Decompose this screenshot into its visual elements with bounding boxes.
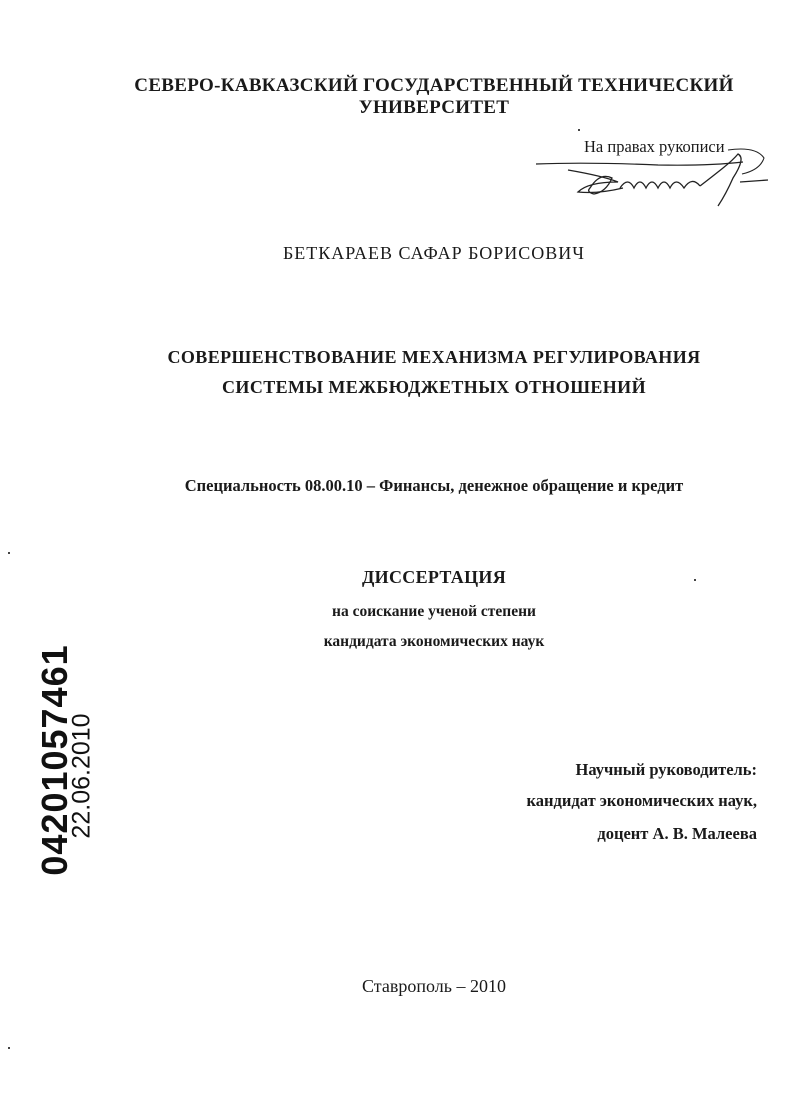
handwritten-signature: [528, 148, 778, 208]
city-year: Ставрополь – 2010: [362, 976, 506, 996]
manuscript-note: На правах рукописи: [584, 137, 725, 156]
advisor-name: доцент А. В. Малеева: [597, 824, 757, 843]
advisor-heading: Научный руководитель:: [575, 760, 757, 779]
library-stamp-number: 04201057461: [34, 644, 75, 876]
document-type: ДИССЕРТАЦИЯ: [361, 567, 506, 587]
scan-speck: [8, 552, 10, 554]
library-stamp-date: 22.06.2010: [67, 713, 96, 839]
scan-speck: [694, 579, 696, 581]
advisor-degree: кандидат экономических наук,: [526, 791, 757, 810]
specialty: Специальность 08.00.10 – Финансы, денежное обращение и кредит: [184, 476, 684, 495]
scan-speck: [8, 1047, 10, 1049]
author-name: БЕТКАРАЕВ САФАР БОРИСОВИЧ: [282, 243, 586, 263]
degree-line-2: кандидата экономических наук: [323, 633, 545, 650]
scan-speck: [578, 129, 580, 131]
degree-line-1: на соискание ученой степени: [332, 603, 536, 620]
dissertation-title-line-2: СИСТЕМЫ МЕЖБЮДЖЕТНЫХ ОТНОШЕНИЙ: [222, 377, 646, 397]
university-name-line-1: СЕВЕРО-КАВКАЗСКИЙ ГОСУДАРСТВЕННЫЙ ТЕХНИЧЕСКИЙ: [134, 75, 734, 96]
university-name-line-2: УНИВЕРСИТЕТ: [358, 97, 510, 118]
dissertation-title-line-1: СОВЕРШЕНСТВОВАНИЕ МЕХАНИЗМА РЕГУЛИРОВАНИЯ: [167, 347, 701, 367]
